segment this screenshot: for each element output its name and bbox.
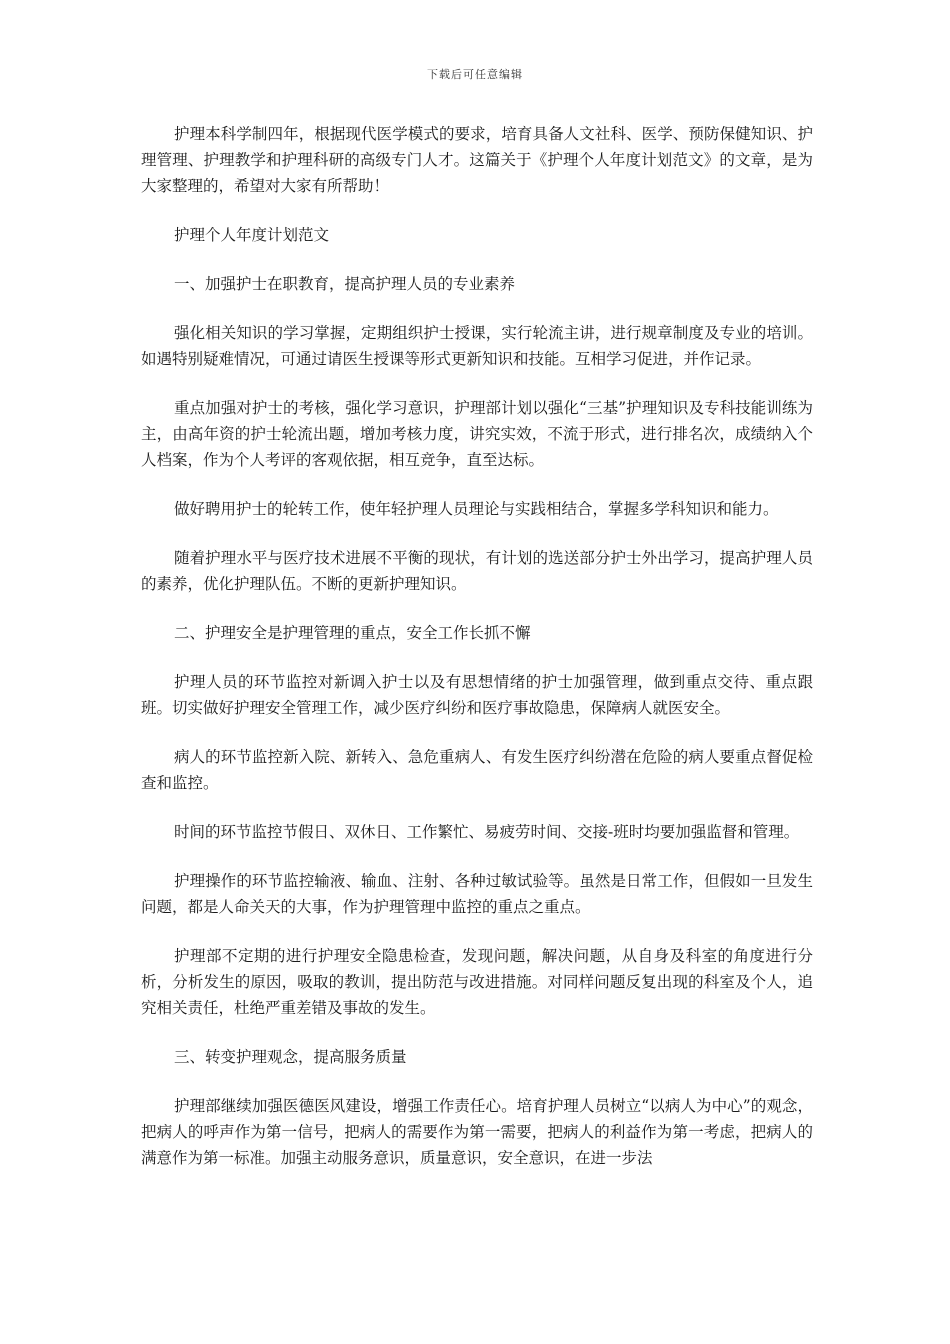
section-heading-2: 二、护理安全是护理管理的重点，安全工作长抓不懈 — [174, 624, 531, 642]
section-heading-3: 三、转变护理观念，提高服务质量 — [174, 1048, 407, 1066]
body-paragraph: 强化相关知识的学习掌握，定期组织护士授课，实行轮流主讲，进行规章制度及专业的培训。如遇特别疑难情况，可通过请医生授课等形式更新知识和技能。互相学习促进，并作记录。 — [141, 324, 813, 368]
body-paragraph: 护理部不定期的进行护理安全隐患检查，发现问题，解决问题，从自身及科室的角度进行分析，分析发生的原因，吸取的教训，提出防范与改进措施。对同样问题反复出现的科室及个人，追究相关责任，杜绝严重差错及事故的发生。 — [141, 947, 813, 1017]
body-paragraph: 做好聘用护士的轮转工作，使年轻护理人员理论与实践相结合，掌握多学科知识和能力。 — [174, 500, 779, 518]
page-header-note: 下载后可任意编辑 — [427, 68, 523, 81]
body-paragraph: 护理人员的环节监控对新调入护士以及有思想情绪的护士加强管理，做到重点交待、重点跟班。切实做好护理安全管理工作，减少医疗纠纷和医疗事故隐患，保障病人就医安全。 — [141, 673, 813, 717]
body-paragraph: 病人的环节监控新入院、新转入、急危重病人、有发生医疗纠纷潜在危险的病人要重点督促检查和监控。 — [141, 748, 813, 792]
body-paragraph: 护理操作的环节监控输液、输血、注射、各种过敏试验等。虽然是日常工作，但假如一旦发生问题，都是人命关天的大事，作为护理管理中监控的重点之重点。 — [141, 872, 813, 916]
intro-paragraph: 护理本科学制四年，根据现代医学模式的要求，培育具备人文社科、医学、预防保健知识、护理管理、护理教学和护理科研的高级专门人才。这篇关于《护理个人年度计划范文》的文章，是为大家整理的，希望对大家有所帮助！ — [141, 125, 813, 195]
section-heading-1: 一、加强护士在职教育，提高护理人员的专业素养 — [174, 275, 516, 293]
document-body — [141, 121, 813, 1194]
body-paragraph: 护理部继续加强医德医风建设，增强工作责任心。培育护理人员树立“以病人为中心”的观念，把病人的呼声作为第一信号，把病人的需要作为第一需要，把病人的利益作为第一考虑，把病人的满意作为第一标准。加强主动服务意识，质量意识，安全意识，在进一步法 — [141, 1097, 813, 1167]
body-paragraph: 随着护理水平与医疗技术进展不平衡的现状，有计划的选送部分护士外出学习，提高护理人员的素养，优化护理队伍。不断的更新护理知识。 — [141, 549, 813, 593]
document-title: 护理个人年度计划范文 — [174, 226, 330, 244]
body-paragraph: 时间的环节监控节假日、双休日、工作繁忙、易疲劳时间、交接-班时均要加强监督和管理。 — [174, 823, 800, 841]
body-paragraph: 重点加强对护士的考核，强化学习意识，护理部计划以强化“三基”护理知识及专科技能训练为主，由高年资的护士轮流出题，增加考核力度，讲究实效，不流于形式，进行排名次，成绩纳入个人档案，作为个人考评的客观依据，相互竞争，直至达标。 — [141, 399, 813, 469]
